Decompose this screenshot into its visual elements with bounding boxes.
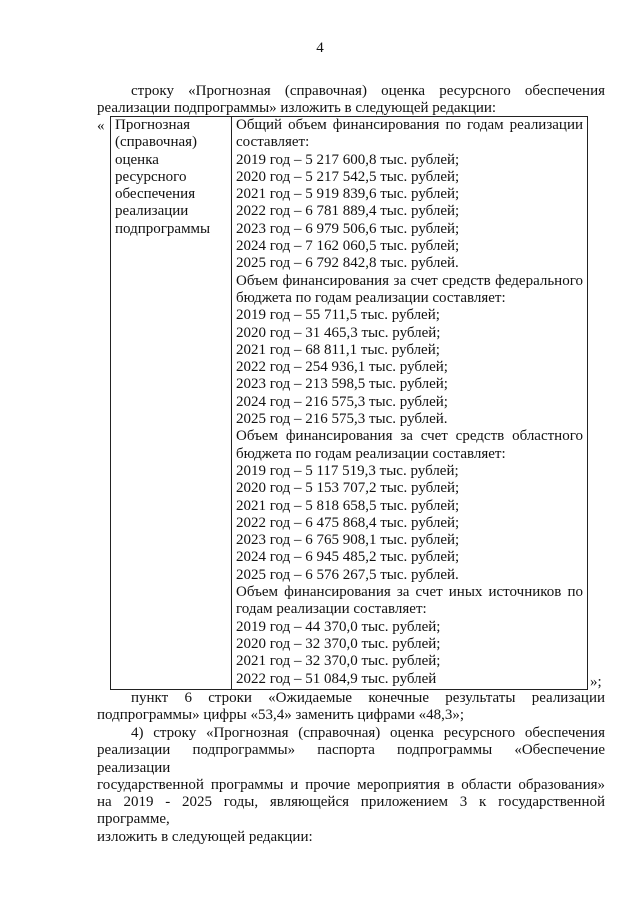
value-line: Объем финансирования за счет средств федерального	[236, 272, 583, 289]
value-line: бюджета по годам реализации составляет:	[236, 445, 506, 462]
value-line: 2021 год – 5 818 658,5 тыс. рублей;	[236, 497, 460, 514]
value-line: 2022 год – 254 936,1 тыс. рублей;	[236, 359, 448, 376]
point4-paragraph	[97, 725, 605, 846]
intro-line-2: реализации подпрограммы» изложить в следующей редакции:	[97, 100, 497, 117]
value-line: Объем финансирования за счет средств областного	[236, 428, 583, 445]
value-line: 2021 год – 5 919 839,6 тыс. рублей;	[236, 186, 460, 203]
intro-paragraph	[97, 83, 605, 118]
value-line: 2024 год – 216 575,3 тыс. рублей;	[236, 393, 448, 410]
value-line: 2021 год – 32 370,0 тыс. рублей;	[236, 653, 441, 670]
label-line: подпрограммы	[115, 220, 211, 237]
point6-line-1: пункт 6 строки «Ожидаемые конечные результаты реализации	[131, 690, 605, 706]
point4-line-1: 4) строку «Прогнозная (справочная) оценка ресурсного обеспечения	[131, 725, 605, 741]
row-label-cell	[111, 117, 232, 690]
label-line: обеспечения	[115, 186, 196, 203]
value-line: 2021 год – 68 811,1 тыс. рублей;	[236, 341, 440, 358]
value-line: 2022 год – 6 781 889,4 тыс. рублей;	[236, 203, 460, 220]
label-line: оценка	[115, 151, 159, 168]
value-line: 2020 год – 5 217 542,5 тыс. рублей;	[236, 168, 460, 185]
point4-line-2: реализации подпрограммы» паспорта подпрограммы «Обеспечение реализации	[97, 742, 605, 776]
value-line: 2024 год – 6 945 485,2 тыс. рублей;	[236, 549, 460, 566]
opening-quote: «	[97, 118, 105, 134]
value-line: 2020 год – 31 465,3 тыс. рублей;	[236, 324, 441, 341]
closing-quote: »;	[590, 674, 602, 690]
intro-line-1: строку «Прогнозная (справочная) оценка ресурсного обеспечения	[131, 83, 605, 99]
value-line: Общий объем финансирования по годам реализации	[236, 117, 583, 133]
value-line: 2022 год – 6 475 868,4 тыс. рублей;	[236, 514, 460, 531]
label-line: (справочная)	[115, 134, 198, 151]
value-line: 2022 год – 51 084,9 тыс. рублей	[236, 670, 437, 687]
label-line: ресурсного	[115, 168, 187, 185]
value-line: 2025 год – 216 575,3 тыс. рублей.	[236, 411, 448, 428]
value-line: 2020 год – 32 370,0 тыс. рублей;	[236, 635, 441, 652]
value-line: 2019 год – 5 217 600,8 тыс. рублей;	[236, 151, 460, 168]
value-line: 2019 год – 44 370,0 тыс. рублей;	[236, 618, 441, 635]
label-line: реализации	[115, 203, 189, 220]
value-line: 2019 год – 55 711,5 тыс. рублей;	[236, 307, 440, 324]
resource-table	[110, 116, 588, 690]
row-value-cell	[232, 117, 588, 690]
value-line: 2023 год – 6 979 506,6 тыс. рублей;	[236, 220, 460, 237]
value-line: составляет:	[236, 134, 310, 151]
page-number: 4	[316, 40, 324, 56]
label-line: Прогнозная	[115, 117, 191, 133]
value-line: бюджета по годам реализации составляет:	[236, 289, 506, 306]
point6-line-2: подпрограммы» цифры «53,4» заменить цифрами «48,3»;	[97, 707, 465, 724]
value-line: 2025 год – 6 792 842,8 тыс. рублей.	[236, 255, 459, 272]
value-line: годам реализации составляет:	[236, 601, 427, 618]
value-line: 2019 год – 5 117 519,3 тыс. рублей;	[236, 462, 459, 479]
point4-line-5: изложить в следующей редакции:	[97, 828, 313, 845]
value-line: 2025 год – 6 576 267,5 тыс. рублей.	[236, 566, 459, 583]
table-row	[111, 117, 588, 690]
value-line: 2023 год – 6 765 908,1 тыс. рублей;	[236, 532, 460, 549]
value-line: 2020 год – 5 153 707,2 тыс. рублей;	[236, 480, 460, 497]
point4-line-4: на 2019 - 2025 годы, являющейся приложением 3 к государственной программе,	[97, 794, 605, 828]
point6-paragraph	[97, 690, 605, 725]
value-line: 2023 год – 213 598,5 тыс. рублей;	[236, 376, 448, 393]
point4-line-3: государственной программы и прочие мероприятия в области образования»	[97, 776, 605, 793]
value-line: Объем финансирования за счет иных источников по	[236, 584, 583, 601]
value-line: 2024 год – 7 162 060,5 тыс. рублей;	[236, 238, 460, 255]
